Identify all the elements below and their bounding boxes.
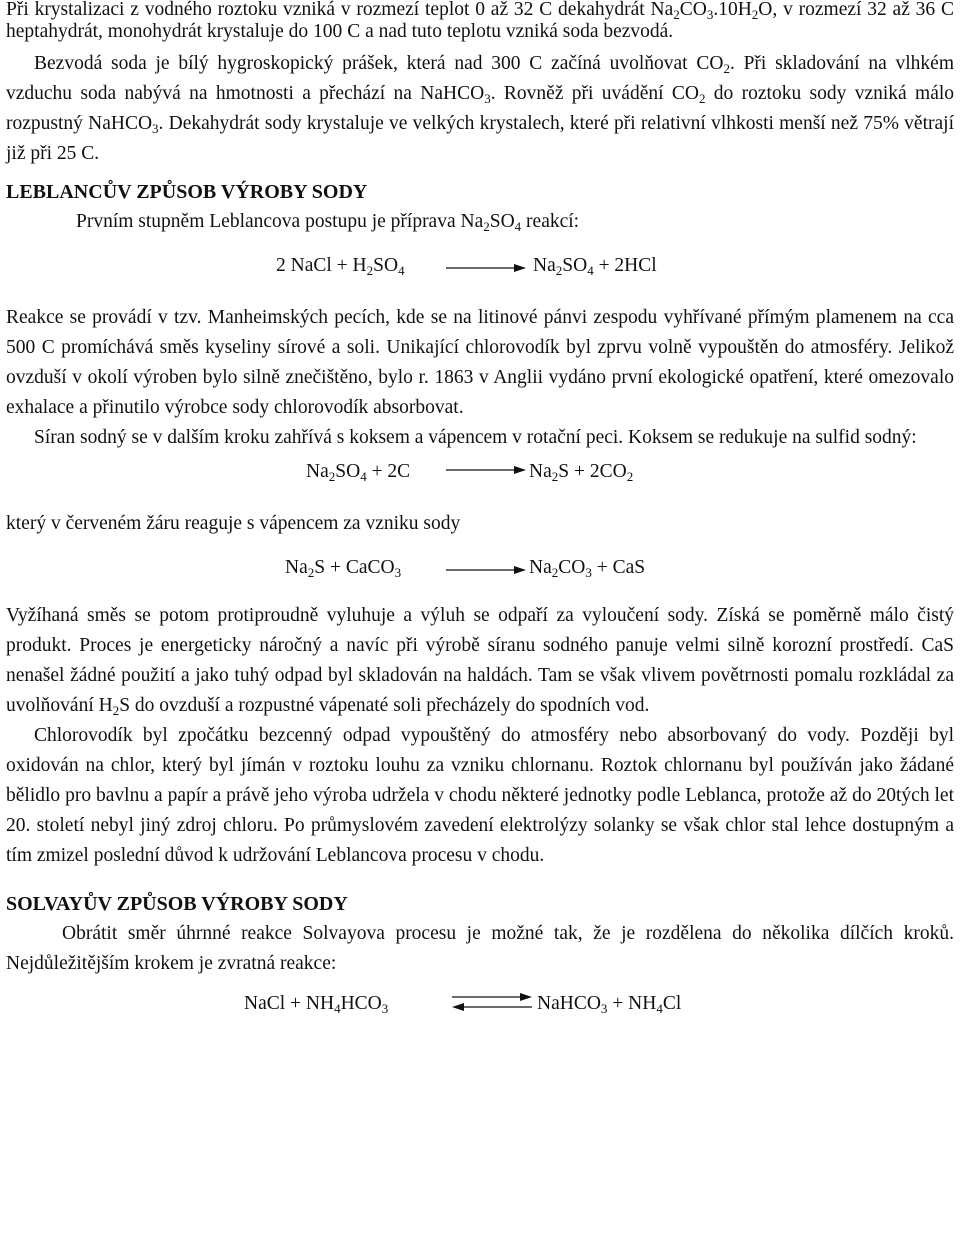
paragraph-solvay-intro: Obrátit směr úhrnné reakce Solvayova procesu je možné tak, že je rozdělena do několika dílčích kroků. Nejdůležitějším krokem je zvratná reakce:: [6, 923, 954, 974]
equation-1-left: 2 NaCl + $H_2SO_4$: [276, 255, 405, 278]
equation-3-right: $Na_2CO_3$ + CaS: [529, 557, 646, 580]
equation-2: [6, 453, 954, 509]
paragraph-leblanc-intro: Prvním stupněm Leblancova postupu je příprava $Na_2SO_4$ reakcí:: [76, 211, 580, 234]
equation-4: [6, 979, 954, 1029]
document-page: [6, 0, 954, 1029]
reaction-arrow-icon: [446, 465, 526, 475]
paragraph-leaching: Vyžíhaná směs se potom protiproudně vyluhuje a výluh se odpaří za vyloučení sody. Získá se poměrně málo čistý produkt. Proces je energeticky náročný a navíc při výrobě síranu sodného panuje velmi silně korozní prostředí. CaS nenašel žádné použití a jako tuhý odpad byl skladován na haldách. Tam se však vlivem povětrnosti pomalu rozkládal za uvolňování $H_2S$ do ovzduší a rozpustné vápenaté soli přecházely do spodních vod.: [6, 605, 954, 718]
heading-solvay: SOLVAYŮV ZPŮSOB VÝROBY SODY: [6, 893, 348, 915]
reaction-arrow-icon: [446, 565, 526, 575]
equation-2-right: $Na_2S + 2CO_2$: [529, 461, 634, 484]
paragraph-chlorine: Chlorovodík byl zpočátku bezcenný odpad vypouštěný do atmosféry nebo absorbovaný do vody. Později byl oxidován na chlor, který byl jímán v roztoku louhu za vzniku chlornanu. Roztok chlornanu byl používán jako žádané bělidlo pro bavlnu a papír a právě jeho výroba udržela v chodu některé jednotky podle Leblanca, protože až do 20tých let 20. století nebyl jiný zdroj chloru. Po průmyslovém zavedení elektrolýzy solanky se však chlor stal lehce dostupným a tím zmizel poslední důvod k udržování Leblancova procesu v chodu.: [6, 725, 954, 866]
paragraph-anhydrous-soda: Bezvodá soda je bílý hygroskopický prášek, která nad 300 C začíná uvolňovat $CO_2$. Při skladování na vlhkém vzduchu soda nabývá na hmotnosti a přechází na NaHCO$_3$. Rovněž při uvádění $CO_2$ do roztoku sody vzniká málo rozpustný NaHCO$_3$. Dekahydrát sody krystaluje ve velkých krystalech, které při relativní vlhkosti menší než 75% větrají již při 25 C.: [6, 53, 955, 164]
paragraph-manheim: Reakce se provádí v tzv. Manheimských pecích, kde se na litinové pánvi zespodu vyhřívané přímým plamenem na cca 500 C promíchává směs kyseliny sírové a soli. Unikající chlorovodík byl zprvu volně vypouštěn do atmosféry. Jelikož ovzduší v okolí výroben bylo silně znečištěno, bylo r. 1863 v Anglii vydáno první ekologické opatření, které omezovalo exhalace a přinutilo výrobce sody chlorovodík absorbovat.: [6, 307, 955, 418]
reversible-arrow-icon: [452, 991, 532, 1013]
equation-3-left: $Na_2S$ + CaCO$_3$: [285, 557, 402, 580]
equation-1-right: $Na_2SO_4 + 2HCl$: [533, 255, 657, 278]
paragraph-red-heat: který v červeném žáru reaguje s vápencem za vzniku sody: [6, 513, 461, 534]
equation-4-right: NaHCO$_3$ + $NH_4Cl$: [537, 993, 682, 1016]
equation-4-left: NaCl + $NH_4HCO_3$: [244, 993, 389, 1016]
paragraph-crystallization: Při krystalizaci z vodného roztoku vzniká v rozmezí teplot 0 až 32 C dekahydrát $Na_2CO_3.10H_2O$, v rozmezí 32 až 36 C heptahydrát, monohydrát krystaluje do 100 C a nad tuto teplotu vzniká soda bezvodá.: [6, 0, 955, 42]
equation-1: [6, 237, 954, 297]
paragraph-reduction: Síran sodný se v dalším kroku zahřívá s koksem a vápencem v rotační peci. Koksem se redukuje na sulfid sodný:: [34, 427, 917, 448]
equation-3: [6, 539, 954, 599]
equation-2-left: $Na_2SO_4 + 2C$: [306, 461, 411, 484]
reaction-arrow-icon: [446, 263, 526, 273]
heading-leblanc: LEBLANCŮV ZPŮSOB VÝROBY SODY: [6, 181, 368, 203]
